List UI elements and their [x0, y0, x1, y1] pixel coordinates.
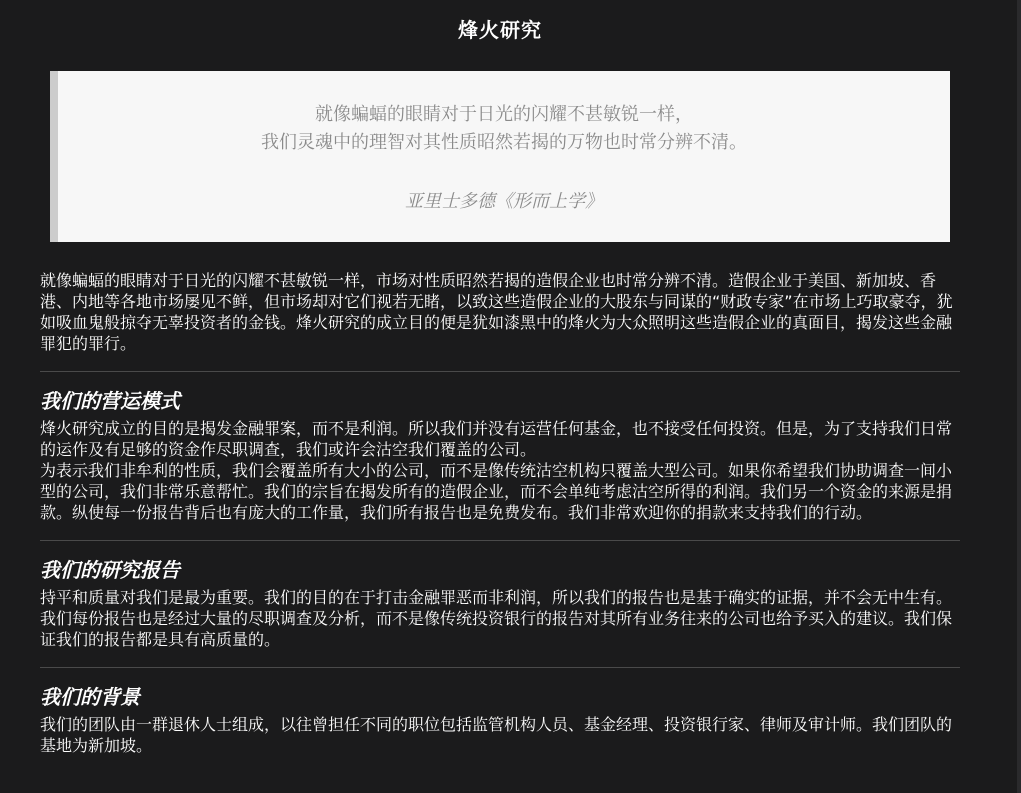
quote-box: [50, 71, 950, 242]
section-paragraph: 为表示我们非牟利的性质，我们会覆盖所有大小的公司，而不是像传统沽空机构只覆盖大型公司。如果你希望我们协助调查一间小型的公司，我们非常乐意帮忙。我们的宗旨在揭发所有的造假企业，而不会单纯考虑沽空所得的利润。我们另一个资金的来源是捐款。纵使每一份报告背后也有庞大的工作量，我们所有报告也是免费发布。我们非常欢迎你的捐款来支持我们的行动。: [40, 461, 953, 522]
section-paragraph: 我们的团队由一群退休人士组成，以往曾担任不同的职位包括监管机构人员、基金经理、投资银行家、律师及审计师。我们团队的基地为新加坡。: [40, 715, 953, 755]
quote-line-2: 我们灵魂中的理智对其性质昭然若揭的万物也时常分辨不清。: [261, 132, 747, 153]
section-background: [40, 684, 960, 756]
page-title: 烽火研究: [458, 18, 542, 42]
scrollbar[interactable]: [1017, 0, 1021, 793]
section-operating-model: [40, 388, 960, 523]
section-divider: [40, 371, 960, 372]
section-paragraph: 持平和质量对我们是最为重要。我们的目的在于打击金融罪恶而非利润，所以我们的报告也是基于确实的证据，并不会无中生有。我们每份报告也是经过大量的尽职调查及分析，而不是像传统投资银行的报告对其所有业务往来的公司也给予买入的建议。我们保证我们的报告都是具有高质量的。: [40, 588, 953, 649]
section-title: 我们的营运模式: [40, 389, 180, 413]
quote-line-1: 就像蝙蝠的眼睛对于日光的闪耀不甚敏锐一样，: [315, 104, 693, 125]
main-content: [40, 270, 960, 756]
intro-paragraph: 就像蝙蝠的眼睛对于日光的闪耀不甚敏锐一样，市场对性质昭然若揭的造假企业也时常分辨不清。造假企业于美国、新加坡、香港、内地等各地市场屡见不鲜，但市场却对它们视若无睹，以致这些造假企业的大股东与同谋的“财政专家”在市场上巧取豪夺，犹如吸血鬼般掠夺无辜投资者的金钱。烽火研究的成立目的便是犹如漆黑中的烽火为大众照明这些造假企业的真面目，揭发这些金融罪犯的罪行。: [40, 271, 953, 353]
section-divider: [40, 540, 960, 541]
section-title: 我们的研究报告: [40, 558, 180, 582]
section-research-reports: [40, 557, 960, 650]
section-paragraph: 烽火研究成立的目的是揭发金融罪案，而不是利润。所以我们并没有运营任何基金，也不接受任何投资。但是，为了支持我们日常的运作及有足够的资金作尽职调查，我们或许会沽空我们覆盖的公司。: [40, 419, 953, 459]
section-title: 我们的背景: [40, 685, 140, 709]
quote-attribution: 亚里士多德《形而上学》: [405, 191, 603, 212]
section-divider: [40, 667, 960, 668]
